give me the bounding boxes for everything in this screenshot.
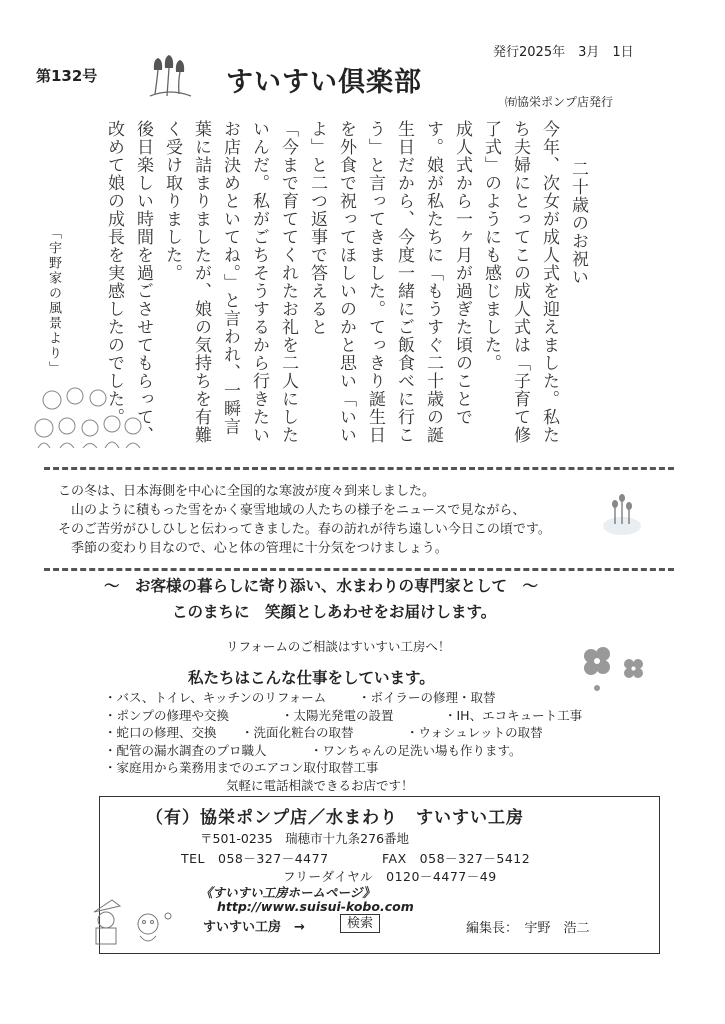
handwritten-letter <box>104 120 592 445</box>
works-row <box>104 689 496 707</box>
letter-paragraph: 成人式から一ヶ月が過ぎた頃のことです。娘が私たちに「もうすぐ二十歳の誕生日だから、今度一緒にご飯食べに行こう」と言ってきました。てっきり誕生日を外食で祝ってほしいのかと思い「いいよ」と二つ返事で答えると <box>307 120 472 444</box>
work-item: ・ワンちゃんの足洗い場も作ります。 <box>310 742 522 758</box>
company-address: 〒501-0235 瑞穂市十九条276番地 <box>200 831 410 846</box>
works-row <box>104 777 414 795</box>
season-line: 季節の変わり目なので、心と体の管理に十分気をつけましょう。 <box>71 541 448 556</box>
work-item: ・配管の漏水調査のプロ職人 <box>104 742 267 758</box>
slogan-line-1: ～ お客様の暮らしに寄り添い、水まわりの専門家として ～ <box>104 577 539 595</box>
season-line: そのご苦労がひしひしと伝わってきました。春の訪れが待ち遠しい今日この頃です。 <box>58 522 551 537</box>
phone-number: TEL 058－327－4477 <box>181 851 329 866</box>
side-caption <box>28 226 82 376</box>
snow-plant-illustration <box>602 488 642 536</box>
work-item: ・ポンプの修理や交換 <box>104 707 230 723</box>
publisher-name: ㈲協栄ポンプ店発行 <box>505 95 614 109</box>
homepage-label: 《すいすい工房ホームページ》 <box>200 885 375 900</box>
letter-title: 二十歳のお祝い <box>568 160 588 286</box>
seasonal-message <box>58 482 598 558</box>
letter-paragraph: 「今まで育ててくれたお礼を二人にしたいんだ。私がごちそうするから行きたいお店決めといてね。」と言われ、一瞬言葉に詰まりましたが、娘の気持ちを有難く受け取りました。 <box>162 120 298 444</box>
search-label: すいすい工房 → <box>203 920 305 935</box>
free-dial: フリーダイヤル 0120－4477－49 <box>283 869 497 884</box>
homepage-url[interactable]: http://www.suisui-kobo.com <box>217 899 414 914</box>
letter-paragraph: 後日楽しい時間を過ごさせてもらって、改めて娘の成長を実感したのでした。 <box>104 120 153 444</box>
flower-illustration <box>578 644 650 702</box>
mascot-illustration <box>90 898 180 948</box>
letter-paragraph: 今年、次女が成人式を迎えました。私たち夫婦にとってこの成人式は「子育て修了式」のようにも感じました。 <box>481 120 559 444</box>
reform-note: リフォームのご相談はすいすい工房へ！ <box>226 639 451 654</box>
section-divider <box>44 467 674 470</box>
work-item: ・IH、エコキュート工事 <box>444 707 583 723</box>
work-item: ・太陽光発電の設置 <box>281 707 394 723</box>
section-divider <box>44 568 674 571</box>
work-item: ・蛇口の修理、交換 <box>104 725 217 740</box>
issue-number: 第132号 <box>36 67 98 85</box>
work-item: ・ボイラーの修理・取替 <box>358 690 496 705</box>
search-button[interactable]: 検索 <box>340 914 380 933</box>
slogan-line-2: このまちに 笑顔としあわせをお届けします。 <box>172 603 497 621</box>
side-caption-text: 「宇野家の風景より」 <box>46 226 61 376</box>
works-row <box>104 707 583 725</box>
season-line: 山のように積もった雪をかく豪雪地域の人たちの様子をニュースで見ながら、 <box>71 503 526 518</box>
work-item: ・バス、トイレ、キッチンのリフォーム <box>104 690 327 705</box>
publish-date: 発行2025年 3月 1日 <box>493 45 634 60</box>
work-item: ・家庭用から業務用までのエアコン取付取替工事 <box>104 760 379 775</box>
company-name: （有）協栄ポンプ店／水まわり すいすい工房 <box>146 808 524 828</box>
works-row <box>104 759 378 777</box>
tulip-illustration <box>147 52 193 98</box>
works-closing: 気軽に電話相談できるお店です！ <box>226 777 414 793</box>
work-item: ・洗面化粧台の取替 <box>241 725 354 740</box>
work-item: ・ウォシュレットの取替 <box>406 725 543 740</box>
editor-credit: 編集長： 宇野 浩二 <box>466 921 590 936</box>
works-list <box>104 689 583 794</box>
newsletter-title: すいすい倶楽部 <box>226 67 422 98</box>
works-title: 私たちはこんな仕事をしています。 <box>188 669 435 687</box>
works-row <box>104 742 522 760</box>
season-line: この冬は、日本海側を中心に全国的な寒波が度々到来しました。 <box>58 484 436 499</box>
works-row <box>104 724 543 742</box>
fax-number: FAX 058－327－5412 <box>382 851 531 866</box>
